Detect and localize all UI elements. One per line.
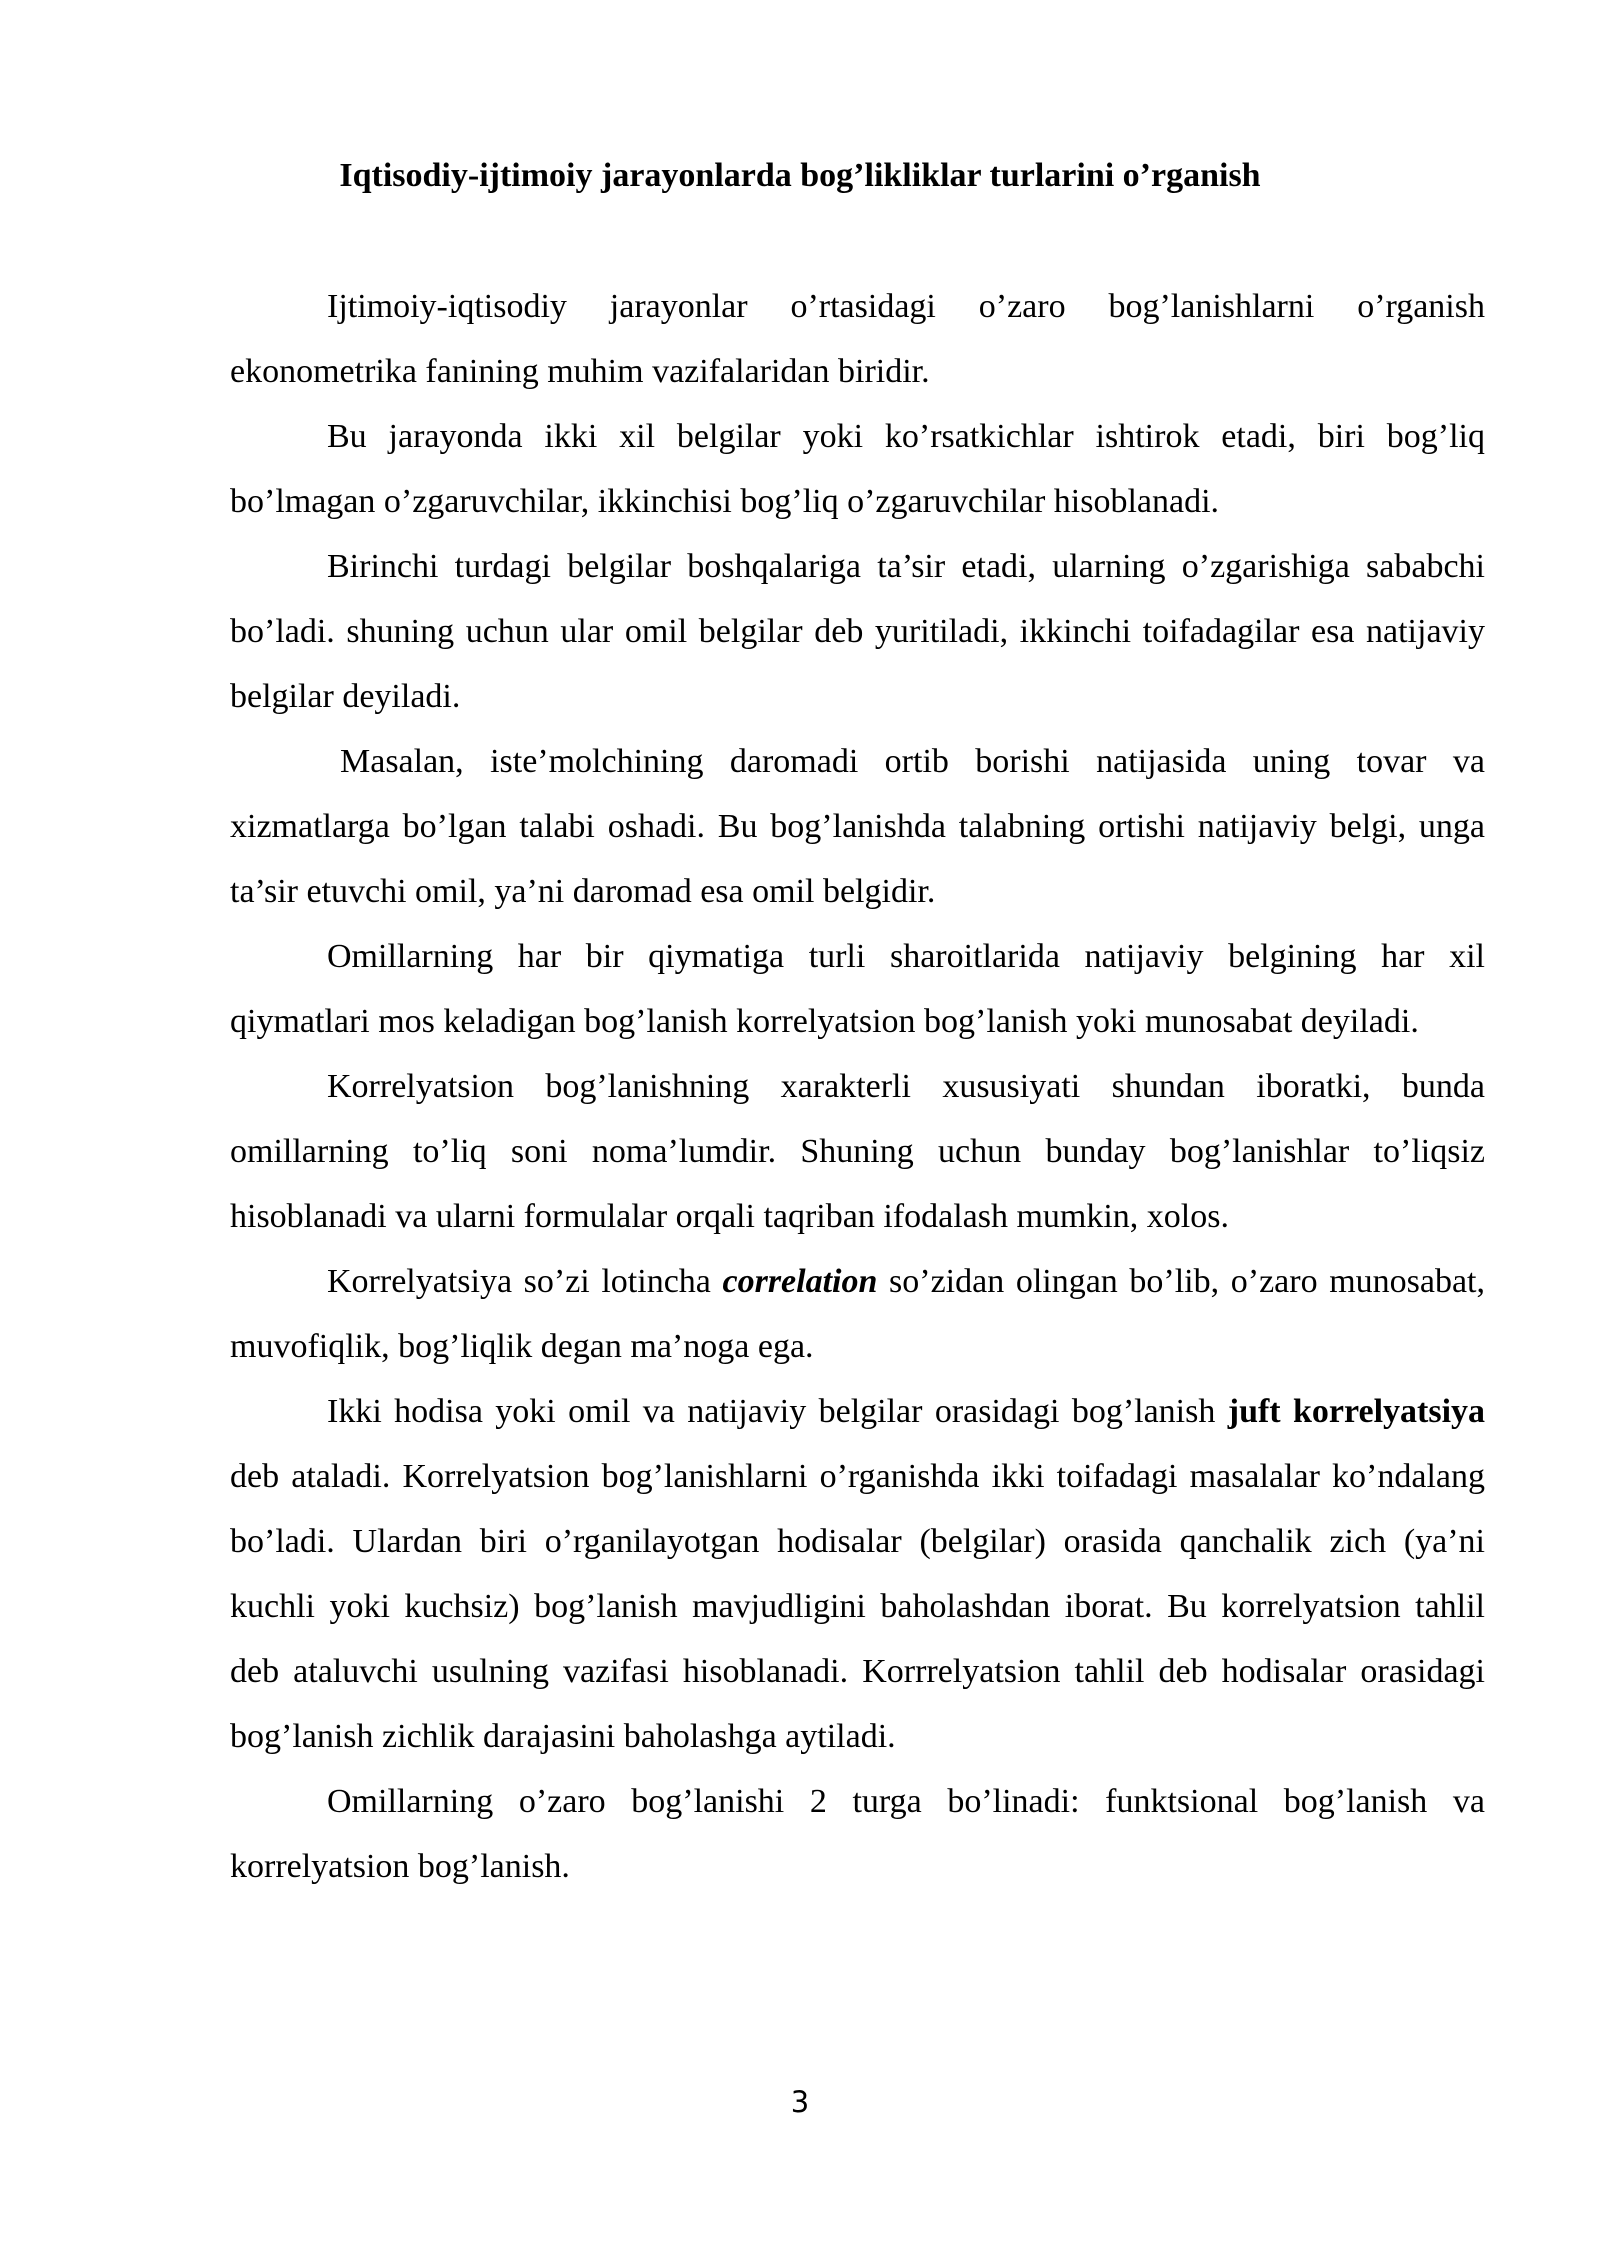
paragraph-5: Omillarning har bir qiymatiga turli sharoitlarida natijaviy belgining har xil qiymatlari mos keladigan bog’lanish korrelyatsion bog’lanish yoki munosabat deyiladi. bbox=[230, 938, 1485, 1040]
page-number: 3 bbox=[790, 2085, 810, 2119]
paragraph-8-text-before: Ikki hodisa yoki omil va natijaviy belgilar orasidagi bog’lanish bbox=[327, 1393, 1228, 1430]
paragraph-7 bbox=[230, 1249, 1485, 1379]
document-body bbox=[230, 274, 1485, 1899]
term-emphasis: juft korrelyatsiya bbox=[1227, 1393, 1486, 1430]
paragraph-8 bbox=[230, 1379, 1485, 1769]
paragraph-8-text-after: deb ataladi. Korrelyatsion bog’lanishlarni o’rganishda ikki toifadagi masalalar ko’ndalang bo’ladi. Ulardan biri o’rganilayotgan hodisalar (belgilar) orasida qanchalik zich (ya’ni kuchli yoki kuchsiz) bog’lanish mavjudligini baholashdan iborat. Bu korrelyatsion tahlil deb ataluvchi usulning vazifasi hisoblanadi. Korrrelyatsion tahlil deb hodisalar orasidagi bog’lanish zichlik darajasini baholashga aytiladi. bbox=[230, 1458, 1485, 1755]
latin-term-emphasis: correlation bbox=[722, 1263, 878, 1300]
paragraph-3: Birinchi turdagi belgilar boshqalariga ta’sir etadi, ularning o’zgarishiga sababchi bo’ladi. shuning uchun ular omil belgilar deb yuritiladi, ikkinchi toifadagilar esa natijaviy belgilar deyiladi. bbox=[230, 548, 1485, 715]
paragraph-4: Masalan, iste’molchining daromadi ortib borishi natijasida uning tovar va xizmatlarga bo’lgan talabi oshadi. Bu bog’lanishda talabning ortishi natijaviy belgi, unga ta’sir etuvchi omil, ya’ni daromad esa omil belgidir. bbox=[230, 743, 1485, 910]
paragraph-7-text-before: Korrelyatsiya so’zi lotincha bbox=[327, 1263, 723, 1300]
document-title: Iqtisodiy-ijtimoiy jarayonlarda bog’likliklar turlarini o’rganish bbox=[339, 157, 1261, 194]
paragraph-6: Korrelyatsion bog’lanishning xarakterli xususiyati shundan iboratki, bunda omillarning to’liq soni noma’lumdir. Shuning uchun bunday bog’lanishlar to’liqsiz hisoblanadi va ularni formulalar orqali taqriban ifodalash mumkin, xolos. bbox=[230, 1068, 1485, 1235]
paragraph-2: Bu jarayonda ikki xil belgilar yoki ko’rsatkichlar ishtirok etadi, biri bog’liq bo’lmagan o’zgaruvchilar, ikkinchisi bog’liq o’zgaruvchilar hisoblanadi. bbox=[230, 418, 1485, 520]
paragraph-7-text-after: so’zidan olingan bo’lib, o’zaro munosabat, muvofiqlik, bog’liqlik degan ma’noga ega. bbox=[230, 1263, 1485, 1365]
paragraph-1: Ijtimoiy-iqtisodiy jarayonlar o’rtasidagi o’zaro bog’lanishlarni o’rganish ekonometrika fanining muhim vazifalaridan biridir. bbox=[230, 288, 1485, 390]
paragraph-9: Omillarning o’zaro bog’lanishi 2 turga bo’linadi: funktsional bog’lanish va korrelyatsion bog’lanish. bbox=[230, 1783, 1485, 1885]
